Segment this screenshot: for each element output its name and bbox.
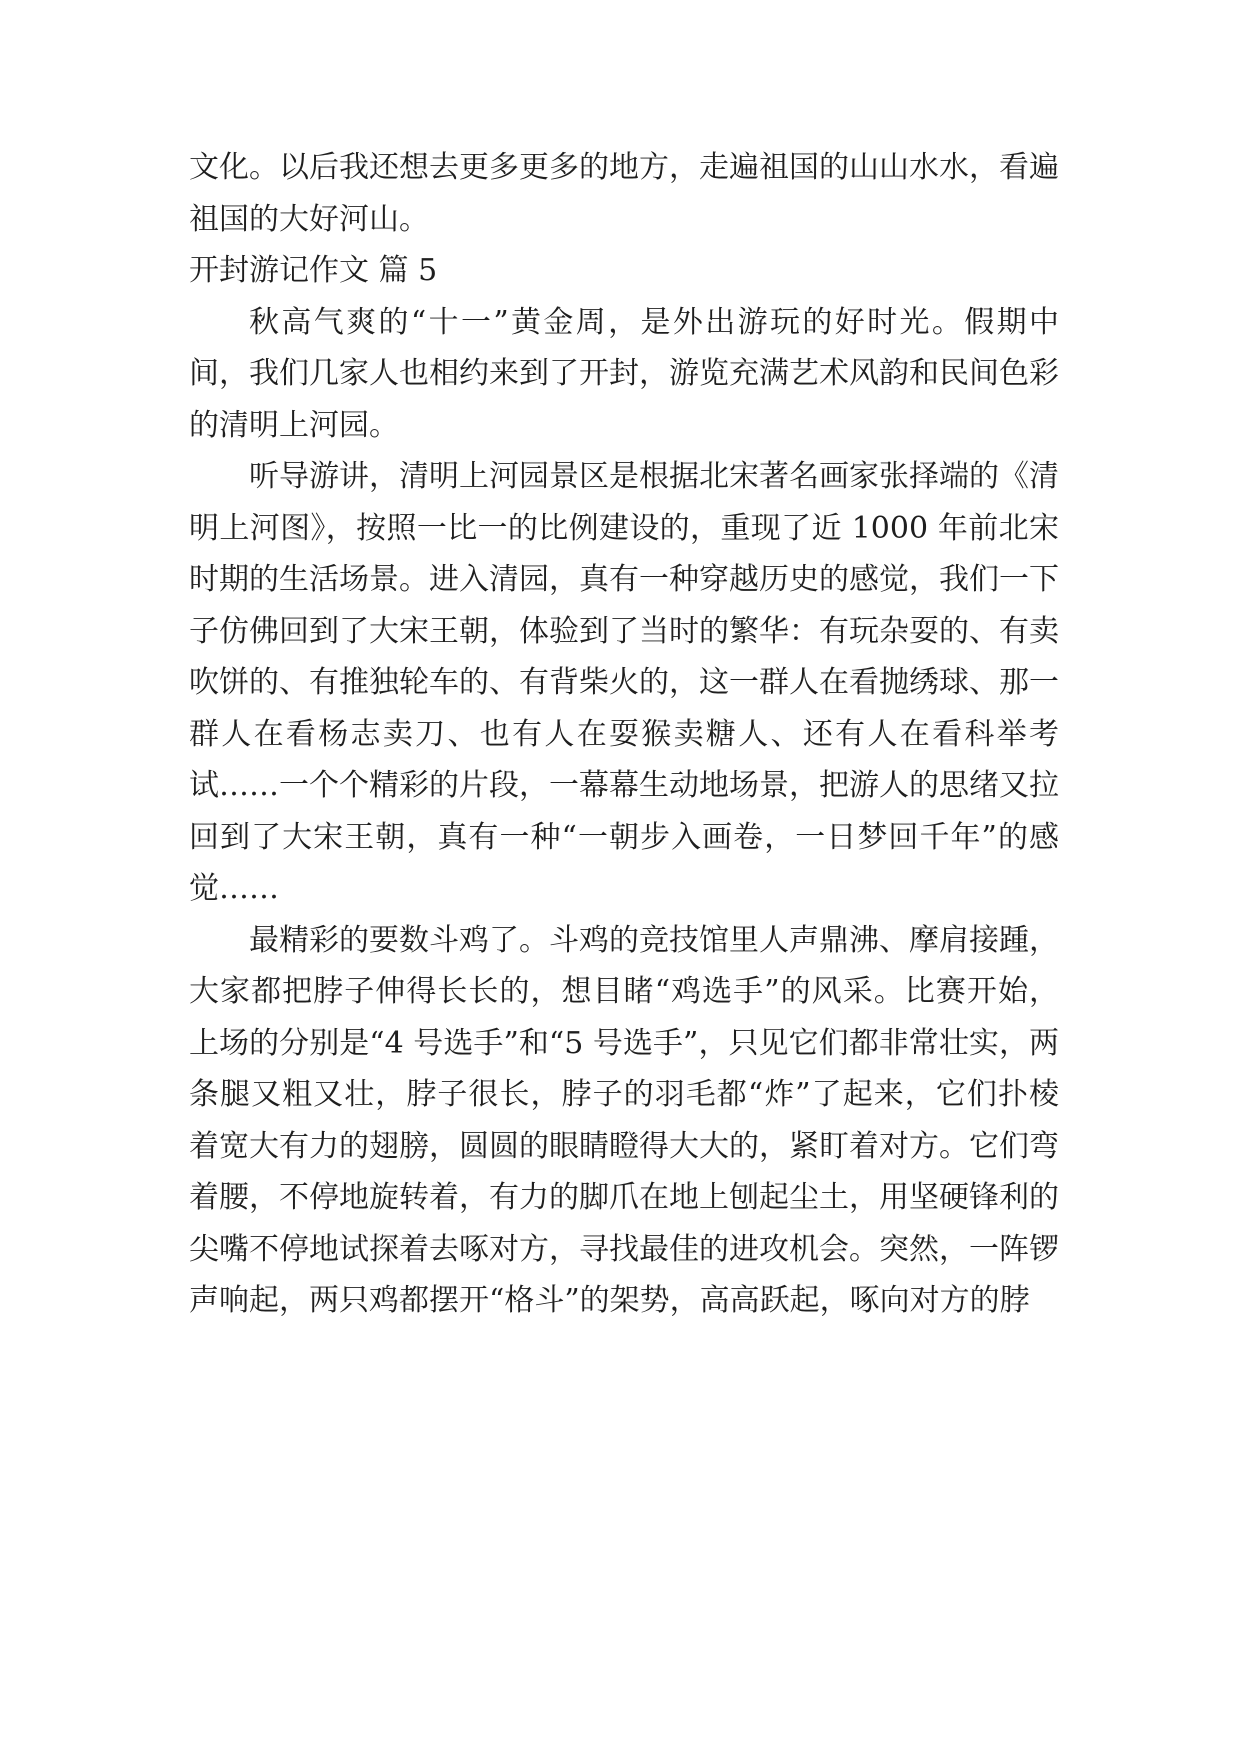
body-paragraph: 听导游讲，清明上河园景区是根据北宋著名画家张择端的《清明上河图》，按照一比一的比例建设的，重现了近 1000 年前北宋时期的生活场景。进入清园，真有一种穿越历史的感觉，我们一下子仿佛回到了大宋王朝，体验到了当时的繁华：有玩杂耍的、有卖吹饼的、有推独轮车的、有背柴火的，这一群人在看抛绣球、那一群人在看杨志卖刀、也有人在耍猴卖糖人、还有人在看科举考试……一个个精彩的片段，一幕幕生动地场景，把游人的思绪又拉回到了大宋王朝，真有一种“一朝步入画卷，一日梦回千年”的感觉…… [189, 459, 1059, 906]
body-paragraph: 秋高气爽的“十一”黄金周，是外出游玩的好时光。假期中间，我们几家人也相约来到了开封，游览充满艺术风韵和民间色彩的清明上河园。 [189, 304, 1059, 443]
section-title: 开封游记作文 篇 5 [189, 253, 438, 288]
body-paragraph: 最精彩的要数斗鸡了。斗鸡的竞技馆里人声鼎沸、摩肩接踵，大家都把脖子伸得长长的，想目睹“鸡选手”的风采。比赛开始，上场的分别是“4 号选手”和“5 号选手”，只见它们都非常壮实，两条腿又粗又壮，脖子很长，脖子的羽毛都“炸”了起来，它们扑棱着宽大有力的翅膀，圆圆的眼睛瞪得大大的，紧盯着对方。它们弯着腰，不停地旋转着，有力的脚爪在地上刨起尘土，用坚硬锋利的尖嘴不停地试探着去啄对方，寻找最佳的进攻机会。突然，一阵锣声响起，两只鸡都摆开“格斗”的架势，高高跃起，啄向对方的脖 [189, 922, 1059, 1318]
document-page [189, 142, 1059, 1327]
continuation-paragraph: 文化。以后我还想去更多更多的地方，走遍祖国的山山水水，看遍祖国的大好河山。 [189, 150, 1059, 237]
